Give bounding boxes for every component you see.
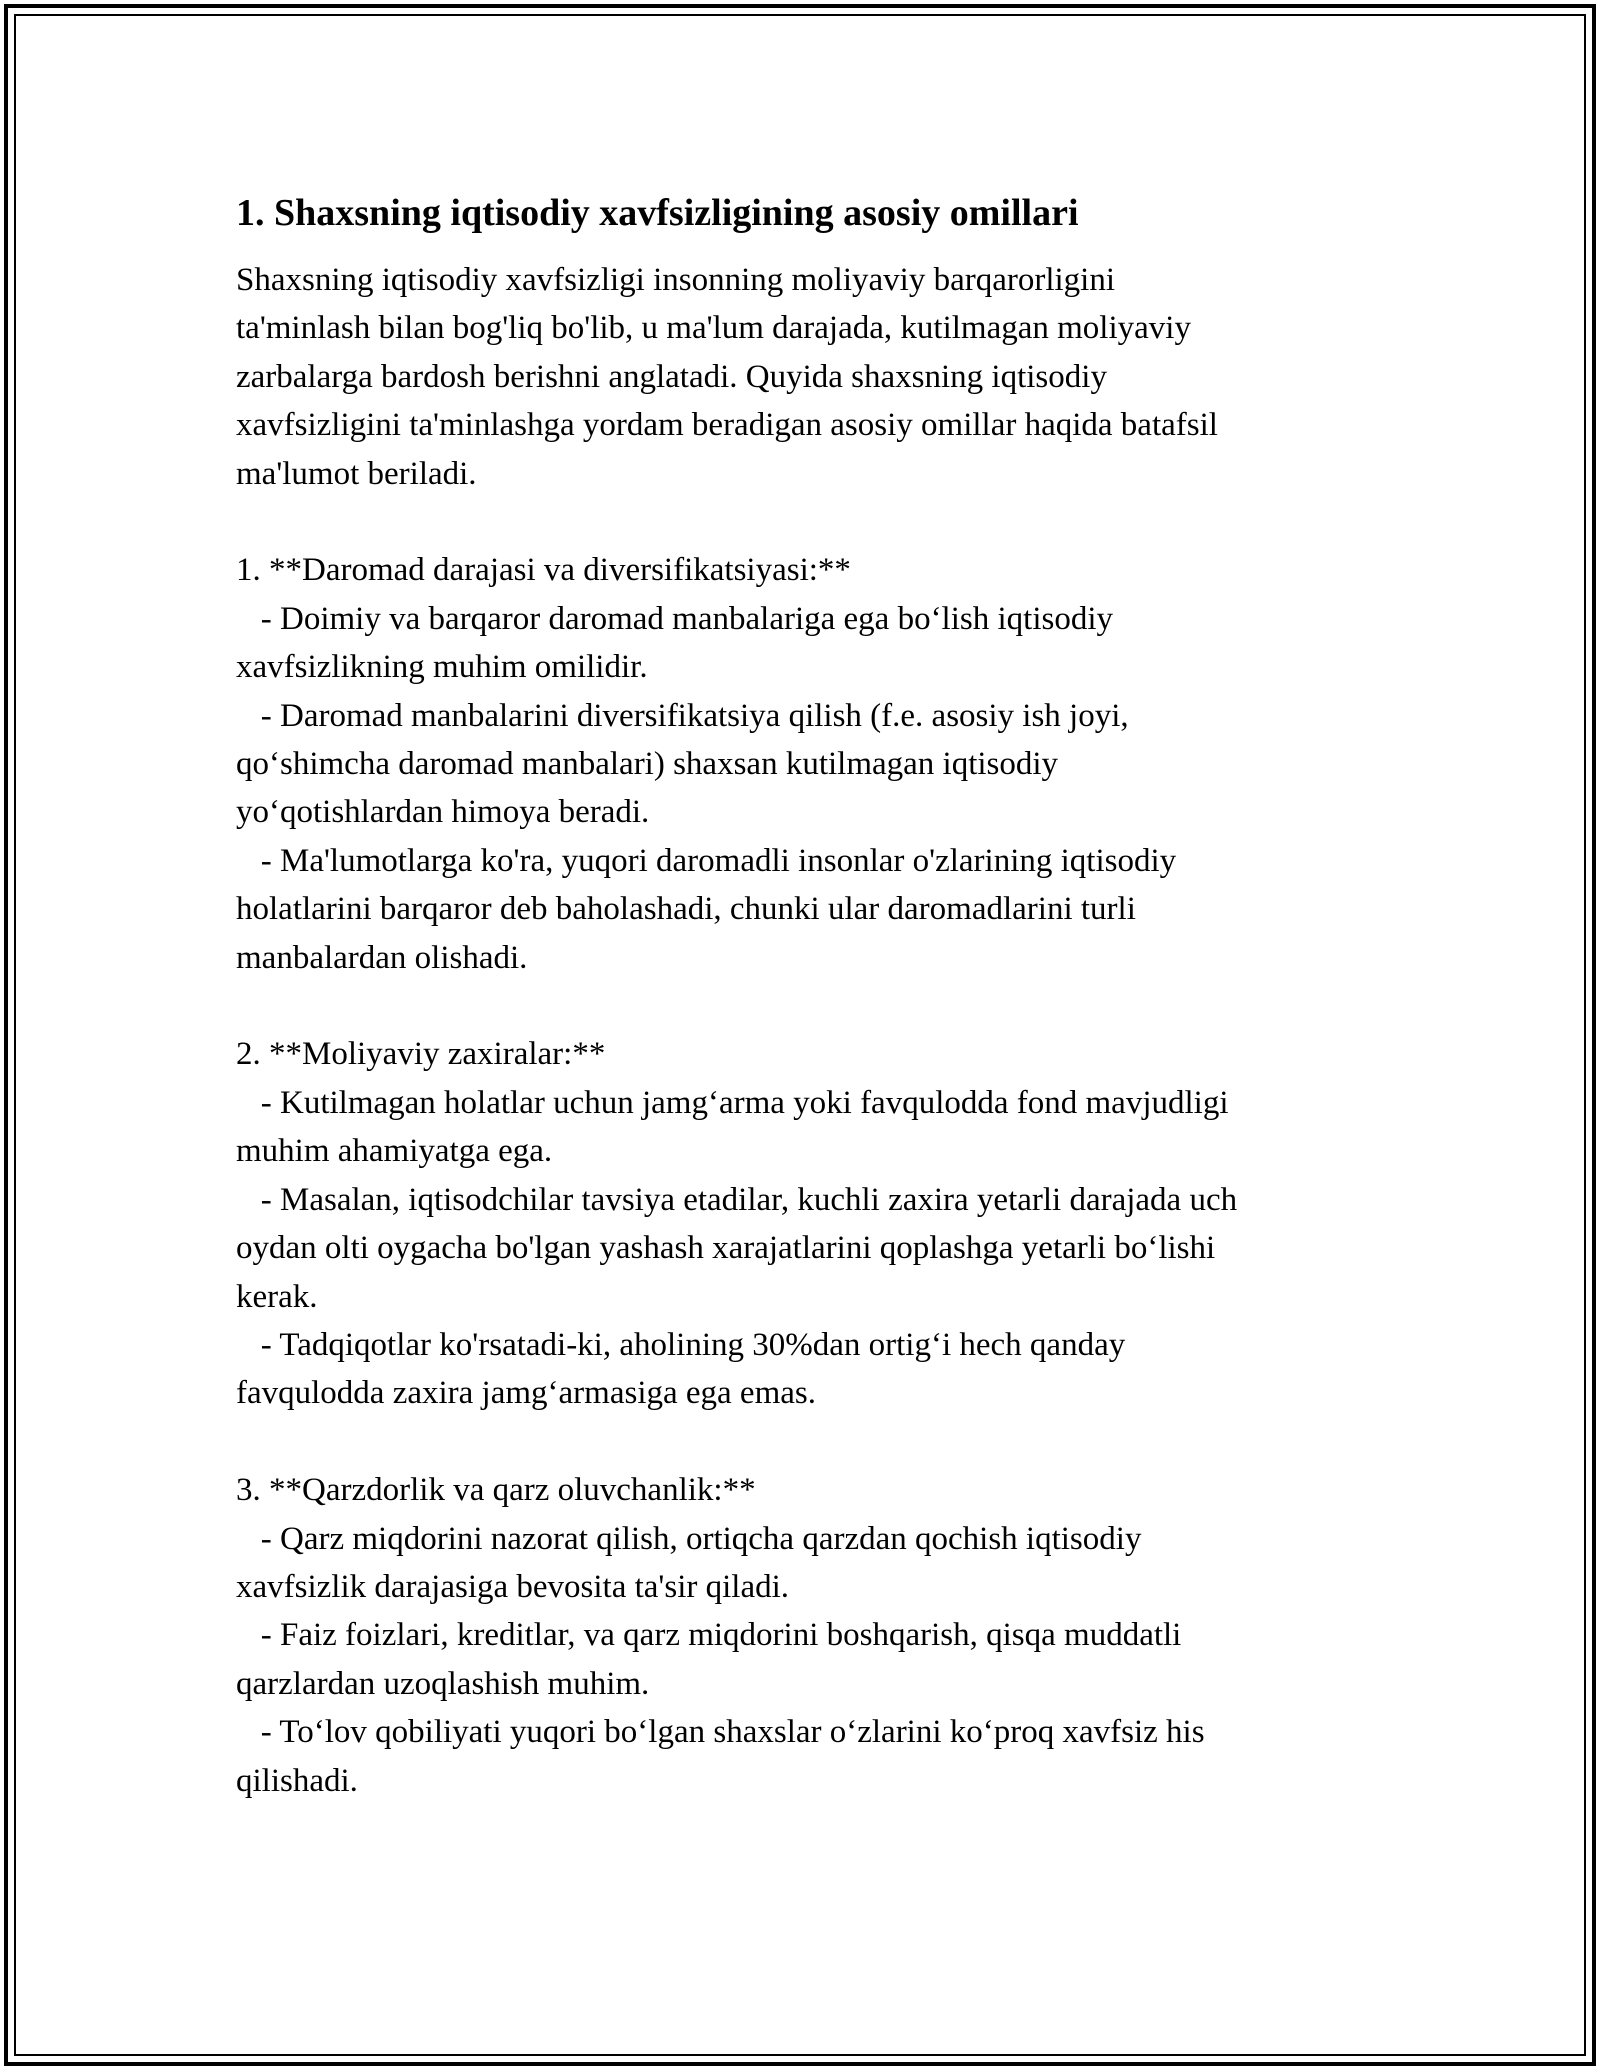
blank-line	[236, 982, 1364, 1030]
text-line: - Kutilmagan holatlar uchun jamg‘arma yoki favqulodda fond mavjudligi	[236, 1084, 1229, 1121]
text-line: - Faiz foizlari, kreditlar, va qarz miqdorini boshqarish, qisqa muddatli	[236, 1617, 1182, 1654]
text-line: xavfsizligini ta'minlashga yordam beradigan asosiy omillar haqida batafsil	[236, 407, 1218, 444]
text-line: oydan olti oygacha bo'lgan yashash xarajatlarini qoplashga yetarli bo‘lishi	[236, 1230, 1216, 1267]
text-line: xavfsizlik darajasiga bevosita ta'sir qiladi.	[236, 1568, 790, 1605]
blank-line	[236, 1418, 1364, 1466]
text-line: muhim ahamiyatga ega.	[236, 1133, 553, 1170]
text-line: zarbalarga bardosh berishni anglatadi. Quyida shaxsning iqtisodiy	[236, 358, 1107, 395]
text-line: - Doimiy va barqaror daromad manbalariga ega bo‘lish iqtisodiy	[236, 600, 1113, 637]
section-heading: 1. Shaxsning iqtisodiy xavfsizligining asosiy omillari	[236, 192, 1079, 234]
text-line: - Ma'lumotlarga ko'ra, yuqori daromadli insonlar o'zlarining iqtisodiy	[236, 842, 1177, 879]
text-line: - Daromad manbalarini diversifikatsiya qilish (f.e. asosiy ish joyi,	[236, 697, 1129, 734]
text-line: qilishadi.	[236, 1762, 358, 1799]
text-line: - Tadqiqotlar ko'rsatadi-ki, aholining 30%dan ortig‘i hech qanday	[236, 1326, 1126, 1363]
text-line: - Masalan, iqtisodchilar tavsiya etadilar, kuchli zaxira yetarli darajada uch	[236, 1181, 1238, 1218]
text-line: yo‘qotishlardan himoya beradi.	[236, 794, 650, 831]
text-line: manbalardan olishadi.	[236, 939, 528, 976]
text-line: - Qarz miqdorini nazorat qilish, ortiqcha qarzdan qochish iqtisodiy	[236, 1520, 1142, 1557]
blank-line	[236, 498, 1364, 546]
text-line: favqulodda zaxira jamg‘armasiga ega emas.	[236, 1375, 816, 1412]
text-line: holatlarini barqaror deb baholashadi, chunki ular daromadlarini turli	[236, 891, 1136, 928]
text-line: qo‘shimcha daromad manbalari) shaxsan kutilmagan iqtisodiy	[236, 746, 1059, 783]
text-line: ma'lumot beriladi.	[236, 455, 477, 492]
text-line: kerak.	[236, 1278, 318, 1315]
list-heading-3: 3. **Qarzdorlik va qarz oluvchanlik:**	[236, 1472, 756, 1509]
text-line: xavfsizlikning muhim omilidir.	[236, 649, 648, 686]
text-line: qarzlardan uzoqlashish muhim.	[236, 1665, 650, 1702]
text-line: ta'minlash bilan bog'liq bo'lib, u ma'lum darajada, kutilmagan moliyaviy	[236, 310, 1191, 347]
list-heading-2: 2. **Moliyaviy zaxiralar:**	[236, 1036, 606, 1073]
section-text	[236, 256, 1364, 1805]
list-heading-1: 1. **Daromad darajasi va diversifikatsiyasi:**	[236, 552, 851, 589]
document-body	[236, 186, 1364, 1805]
text-line: Shaxsning iqtisodiy xavfsizligi insonning moliyaviy barqarorligini	[236, 262, 1116, 298]
text-line: - To‘lov qobiliyati yuqori bo‘lgan shaxslar o‘zlarini ko‘proq xavfsiz his	[236, 1714, 1205, 1751]
